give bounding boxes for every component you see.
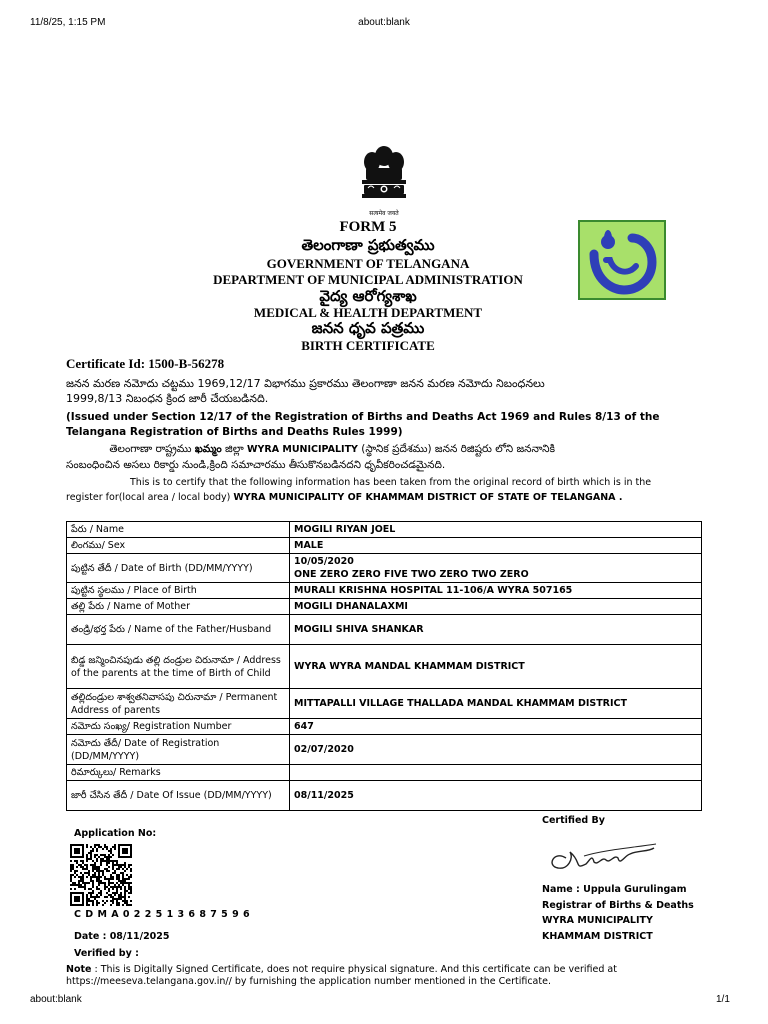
certified-by: Certified By xyxy=(542,815,605,826)
registrar-block xyxy=(542,882,694,944)
row-label: లింగము/ Sex xyxy=(67,538,290,554)
certify-telugu-line-2: సంబంధించిన అసలు రికార్డు నుండి,క్రింది సమాచారము తీసుకొనబడినదని ధృవీకరించడమైనది. xyxy=(66,459,446,471)
certify-district-suffix: జిల్లా xyxy=(225,443,244,455)
certify-local-area-text: (స్థానిక ప్రదేశము) జనన రిజిష్టరు లోని జననానికి xyxy=(361,443,555,455)
row-label: పుట్టిన స్థలము / Place of Birth xyxy=(67,583,290,599)
table-row xyxy=(67,765,702,781)
table-row xyxy=(67,689,702,719)
table-row xyxy=(67,583,702,599)
row-value: MOGILI DHANALAXMI xyxy=(290,599,702,615)
row-label: తల్లి పేరు / Name of Mother xyxy=(67,599,290,615)
certify-local-area-label: register for(local area / local body) xyxy=(66,492,231,503)
act-telugu-line-2: 1999,8/13 నిబంధన క్రింద జారీ చేయబడినది. xyxy=(66,392,269,405)
certify-local-body: WYRA MUNICIPALITY OF KHAMMAM DISTRICT OF STATE OF TELANGANA . xyxy=(233,492,623,503)
registrar-title: Registrar of Births & Deaths xyxy=(542,899,694,911)
print-page-title: about:blank xyxy=(358,17,410,28)
row-label: నమోదు సంఖ్య/ Registration Number xyxy=(67,719,290,735)
certify-english-line-1: This is to certify that the following information has been taken from the original record of birth which is in the xyxy=(130,477,652,488)
date-of-birth-words: ONE ZERO ZERO FIVE TWO ZERO TWO ZERO xyxy=(294,569,529,580)
print-footer-url: about:blank xyxy=(30,994,82,1005)
application-number-label: Application No: xyxy=(74,828,157,839)
birth-certificate-telugu: జనన ధృవ పత్రము xyxy=(311,319,425,337)
row-label: పేరు / Name xyxy=(67,522,290,538)
health-telugu: వైద్య ఆరోగ్యశాఖ xyxy=(319,287,417,305)
row-value: MOGILI RIYAN JOEL xyxy=(290,522,702,538)
row-value xyxy=(290,765,702,781)
table-row xyxy=(67,522,702,538)
verified-by: Verified by : xyxy=(74,948,139,959)
table-row xyxy=(67,719,702,735)
note xyxy=(66,964,716,988)
emblem-motto: सत्यमेव जयते xyxy=(369,210,399,217)
government-english: GOVERNMENT OF TELANGANA xyxy=(266,256,470,271)
row-label: బిడ్డ జన్మించినపుడు తల్లి దండ్రుల చిరునామా / Address of the parents at the time of Birth of Child xyxy=(67,645,290,689)
row-value: 647 xyxy=(290,719,702,735)
row-value: WYRA WYRA MANDAL KHAMMAM DISTRICT xyxy=(290,645,702,689)
row-value: MOGILI SHIVA SHANKAR xyxy=(290,615,702,645)
row-value xyxy=(290,554,702,583)
certify-state-text: తెలంగాణా రాష్ట్రము xyxy=(109,443,192,455)
registrar-office: WYRA MUNICIPALITY xyxy=(542,915,653,926)
registrar-district: KHAMMAM DISTRICT xyxy=(542,930,653,942)
note-label: Note xyxy=(66,964,92,975)
form-number: FORM 5 xyxy=(339,219,397,235)
row-value: MURALI KRISHNA HOSPITAL 11-106/A WYRA 507165 xyxy=(290,583,702,599)
row-value: 02/07/2020 xyxy=(290,735,702,765)
row-value: MITTAPALLI VILLAGE THALLADA MANDAL KHAMMAM DISTRICT xyxy=(290,689,702,719)
row-label: తల్లిదండ్రుల శాశ్వతనివాసపు చిరునామా / Permanent Address of parents xyxy=(67,689,290,719)
certify-english-line-2 xyxy=(66,492,622,503)
certify-district: ఖమ్మం xyxy=(194,443,222,455)
health-english: MEDICAL & HEALTH DEPARTMENT xyxy=(253,305,483,320)
registrar-name: Name : Uppula Gurulingam xyxy=(542,884,687,895)
table-row xyxy=(67,735,702,765)
date-of-birth-numeric: 10/05/2020 xyxy=(294,556,354,567)
act-english: (Issued under Section 12/17 of the Registration of Births and Deaths Act 1969 and Rules 8/13 of the Telangana Registration of Births and Deaths Rules 1999) xyxy=(66,411,660,438)
government-telugu: తెలంగాణా ప్రభుత్వము xyxy=(301,236,435,254)
department-english: DEPARTMENT OF MUNICIPAL ADMINISTRATION xyxy=(213,272,523,287)
birth-details-table xyxy=(66,521,702,811)
table-row xyxy=(67,781,702,811)
telangana-medical-logo-icon xyxy=(578,220,666,300)
qr-code-icon xyxy=(70,844,132,906)
table-row xyxy=(67,645,702,689)
row-label: రిమార్కులు/ Remarks xyxy=(67,765,290,781)
row-label: జారీ చేసిన తేదీ / Date Of Issue (DD/MM/YYYY) xyxy=(67,781,290,811)
note-text: : This is Digitally Signed Certificate, does not require physical signature. And this certificate can be verified at xyxy=(91,964,617,975)
table-row xyxy=(67,599,702,615)
cdma-code: C D M A 0 2 2 5 1 3 6 8 7 5 9 6 xyxy=(74,909,251,920)
print-footer-page: 1/1 xyxy=(716,994,730,1005)
certify-municipality: WYRA MUNICIPALITY xyxy=(247,444,358,455)
row-value: MALE xyxy=(290,538,702,554)
row-label: నమోదు తేదీ/ Date of Registration (DD/MM/YYYY) xyxy=(67,735,290,765)
row-label: పుట్టిన తేదీ / Date of Birth (DD/MM/YYYY) xyxy=(67,554,290,583)
print-datetime: 11/8/25, 1:15 PM xyxy=(30,17,106,28)
note-text-line-2: https://meeseva.telangana.gov.in// by furnishing the application number mentioned in the Certificate. xyxy=(66,976,551,987)
row-label: తండ్రి/భర్త పేరు / Name of the Father/Husband xyxy=(67,615,290,645)
table-row xyxy=(67,615,702,645)
signature-icon xyxy=(544,836,664,876)
issue-date: Date : 08/11/2025 xyxy=(74,931,170,942)
table-row xyxy=(67,538,702,554)
row-value: 08/11/2025 xyxy=(290,781,702,811)
certify-telugu-line-1 xyxy=(66,443,716,458)
table-row xyxy=(67,554,702,583)
act-telugu-line-1: జనన మరణ నమోదు చట్టము 1969,12/17 విభాగము ప్రకారము తెలంగాణా జనన మరణ నమోదు నిబంధనలు xyxy=(66,377,545,390)
certificate-id: Certificate Id: 1500-B-56278 xyxy=(66,356,225,371)
birth-certificate-english: BIRTH CERTIFICATE xyxy=(301,338,435,353)
